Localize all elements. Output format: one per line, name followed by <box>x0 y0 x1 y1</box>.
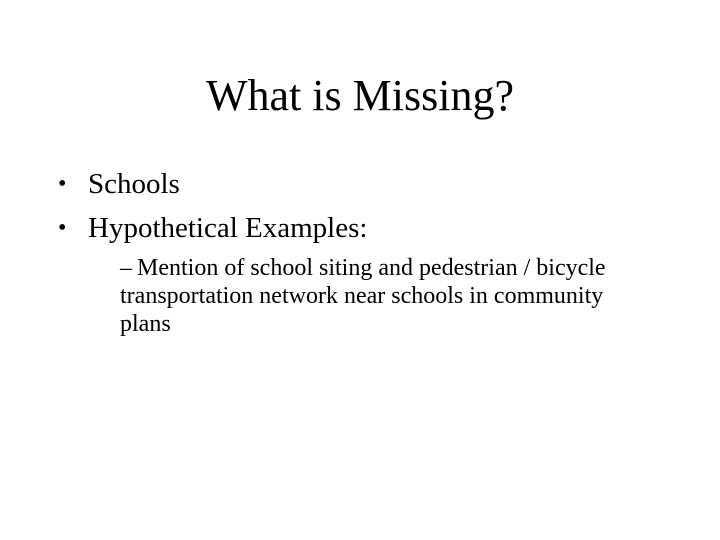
bullet-item-hypothetical-examples <box>58 206 678 250</box>
bullet-marker: • <box>58 171 67 197</box>
bullet-marker: • <box>58 215 67 241</box>
bullet-text: Schools <box>88 168 180 200</box>
sub-bullet-item <box>116 254 656 338</box>
bullet-text: Hypothetical Examples: <box>88 212 368 244</box>
sub-bullet-marker: – <box>120 255 132 281</box>
sub-bullet-list <box>116 254 656 338</box>
bullet-item-schools <box>58 162 678 206</box>
bullet-list <box>58 162 678 250</box>
sub-bullet-text: Mention of school siting and pedestrian / bicycle transportation network near schools in community plans <box>120 255 606 337</box>
slide-title: What is Missing? <box>206 71 514 120</box>
